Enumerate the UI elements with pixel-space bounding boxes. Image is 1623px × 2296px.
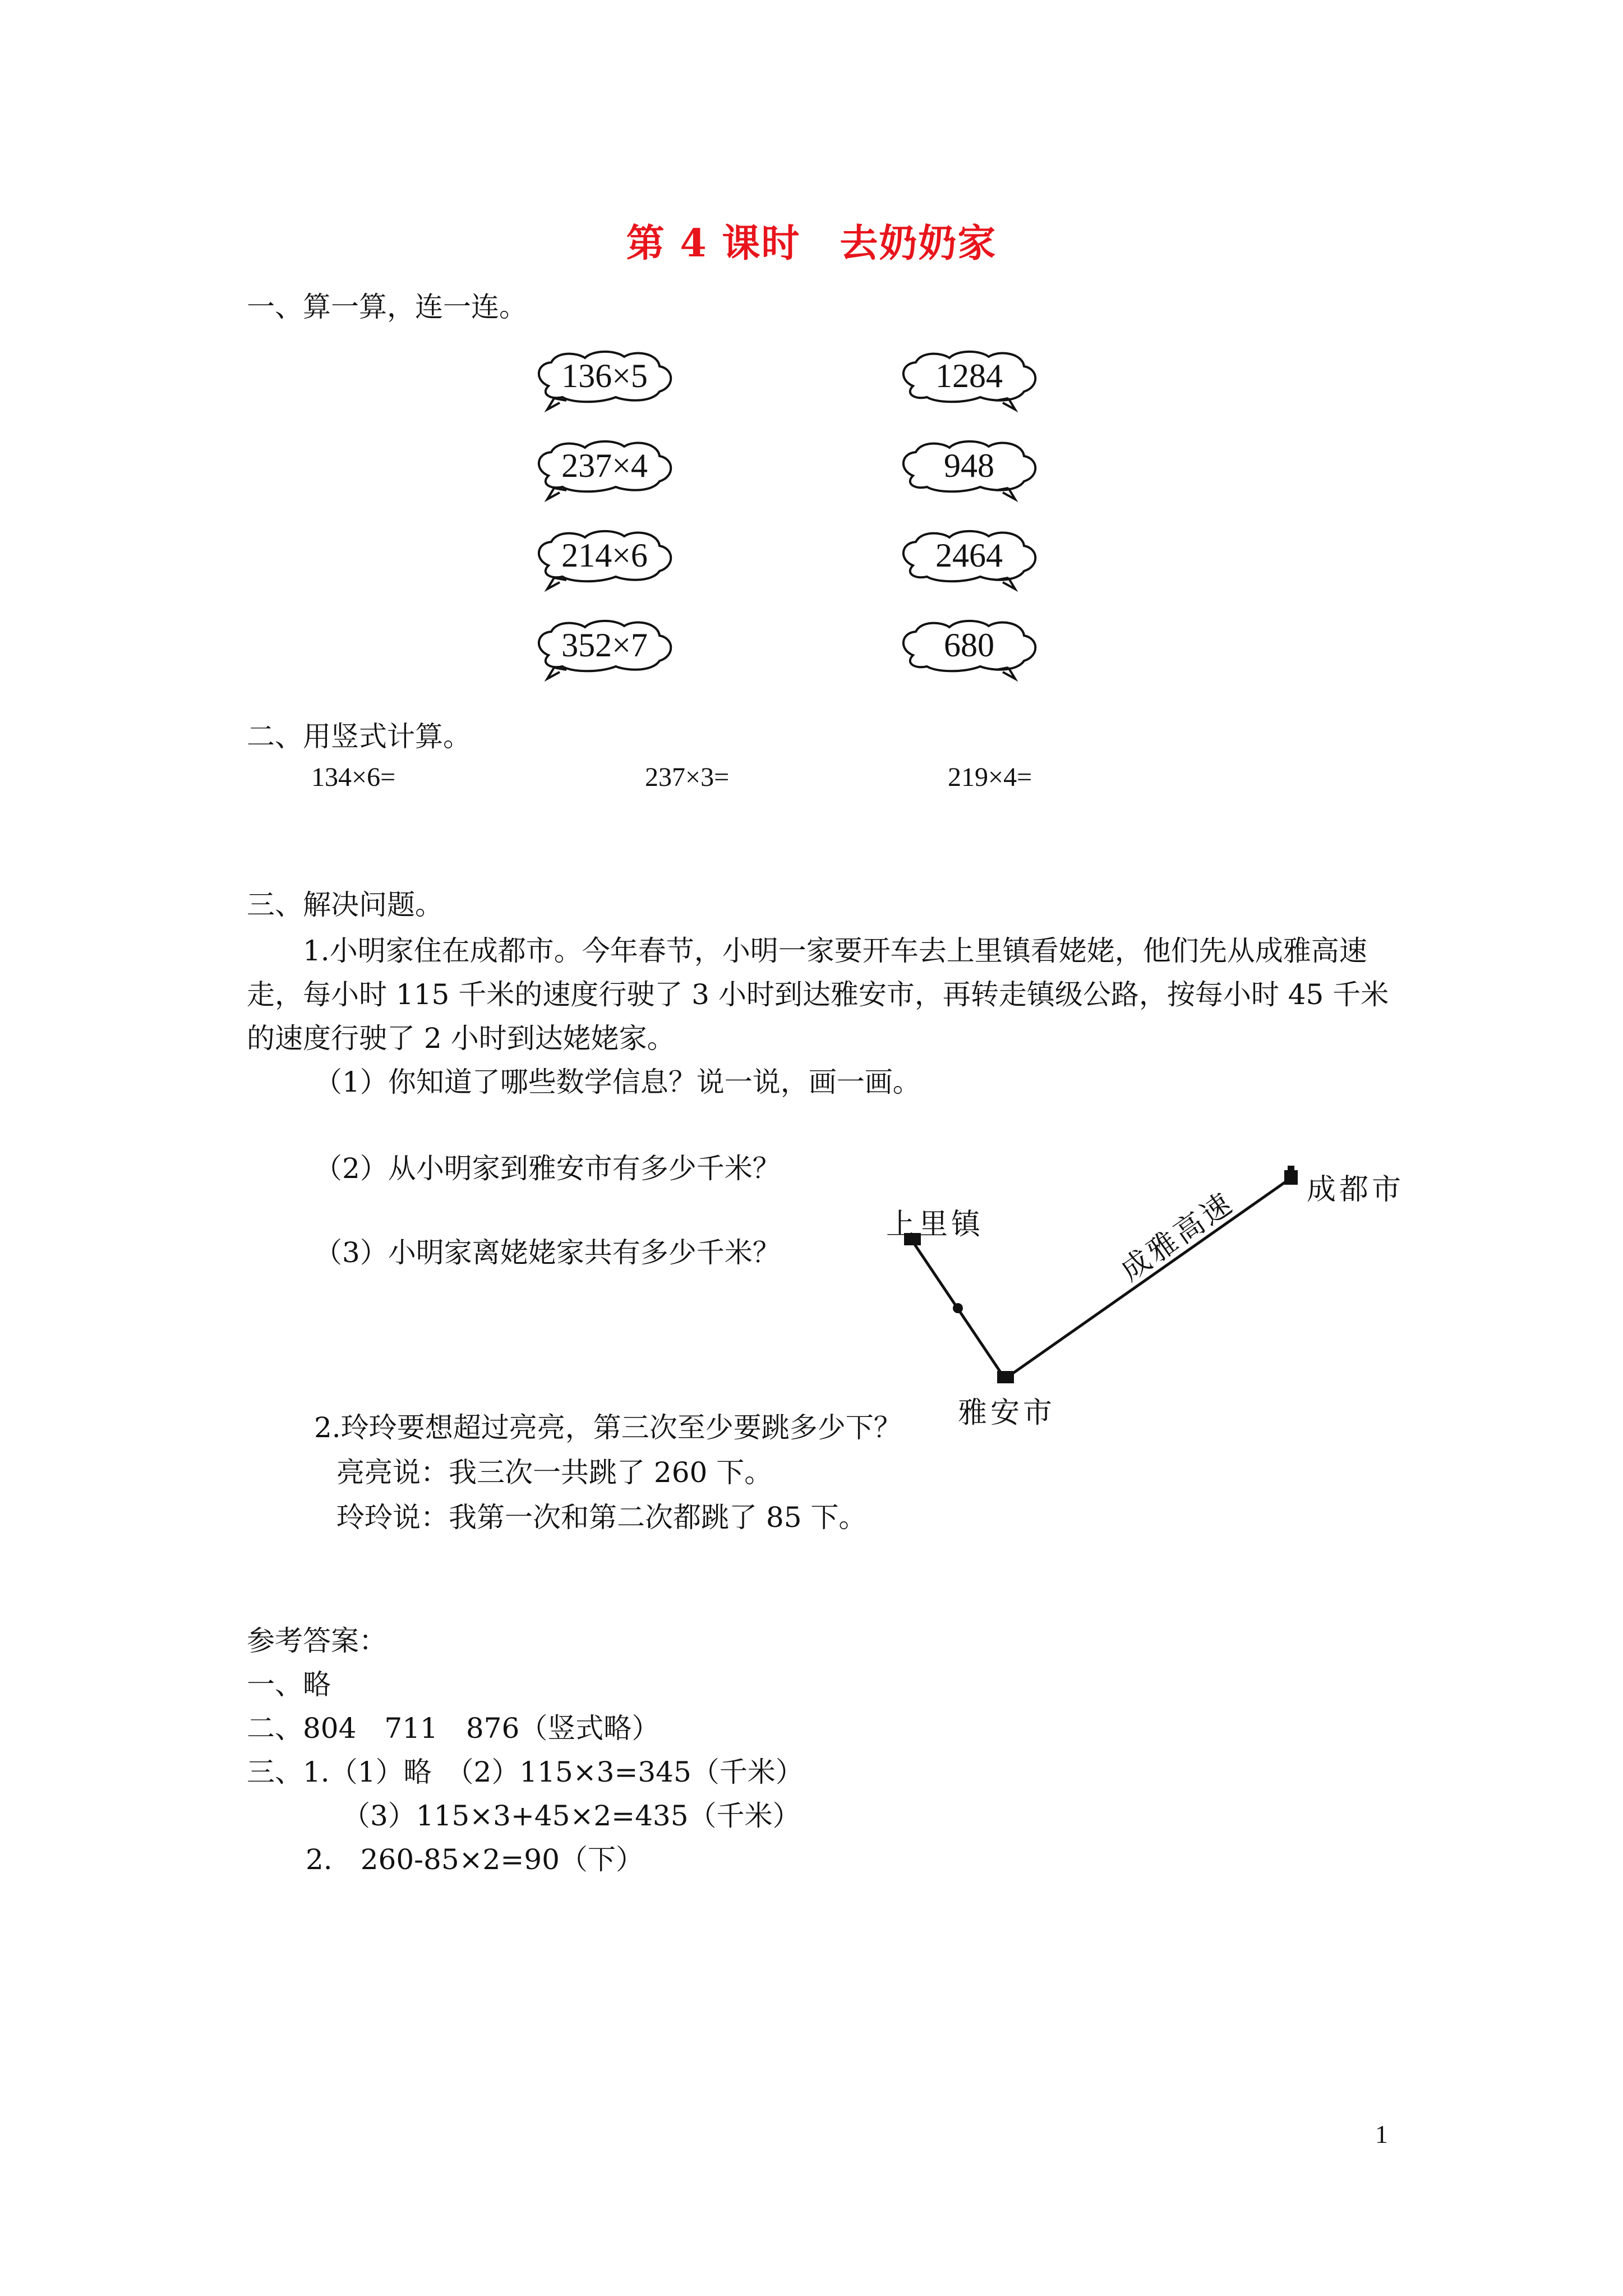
route-midpoint-dot (953, 1303, 963, 1313)
section2-heading: 二、用竖式计算。 (247, 720, 471, 753)
problem-3: 219×4= (948, 762, 1032, 792)
label-yaan-city: 雅安市 (958, 1396, 1056, 1430)
answer-1: 一、略 (247, 1668, 331, 1701)
cloud-left-4-label: 352×7 (561, 627, 648, 664)
cloud-left-2-label: 237×4 (561, 447, 648, 484)
question-2: （2）从小明家到雅安市有多少千米？ (314, 1152, 781, 1185)
cloud-right-1-label: 1284 (935, 357, 1003, 394)
problem2-liangliang: 亮亮说：我三次一共跳了 260 下。 (336, 1456, 773, 1489)
section1-heading: 一、算一算，连一连。 (247, 291, 527, 323)
cloud-right-4-label: 680 (944, 627, 994, 664)
answer-3-line2: （3）115×3+45×2=435（千米） (342, 1800, 801, 1832)
chengdu-marker-top (1288, 1166, 1294, 1172)
yaan-marker (997, 1371, 1014, 1383)
answer-3-line1: 三、1.（1）略 （2）115×3=345（千米） (247, 1756, 804, 1788)
problem1-text-line3: 的速度行驶了 2 小时到达姥姥家。 (247, 1022, 675, 1055)
question-3: （3）小明家离姥姥家共有多少千米？ (314, 1236, 781, 1269)
problem-2: 237×3= (645, 762, 730, 792)
page-number: 1 (1375, 2120, 1388, 2148)
label-chengdu-city: 成都市 (1307, 1173, 1405, 1207)
problem1-text-line2: 走，每小时 115 千米的速度行驶了 3 小时到达雅安市，再转走镇级公路，按每小时 45 千米 (247, 978, 1389, 1011)
label-highway: 成雅高速 (1114, 1185, 1241, 1288)
cloud-right-3-label: 2464 (935, 537, 1003, 574)
answer-3-line3: 2. 260-85×2=90（下） (306, 1843, 644, 1876)
cloud-right-2-label: 948 (944, 447, 994, 484)
label-shangli-town: 上里镇 (886, 1208, 984, 1241)
cloud-left-3-label: 214×6 (561, 537, 648, 574)
page-title: 第 4 课时 去奶奶家 (626, 221, 997, 266)
question-1: （1）你知道了哪些数学信息？说一说，画一画。 (314, 1066, 921, 1098)
cloud-left-1-label: 136×5 (561, 357, 648, 394)
problem2-question: 2.玲玲要想超过亮亮，第三次至少要跳多少下？ (314, 1411, 902, 1444)
section3-heading: 三、解决问题。 (247, 889, 443, 921)
answers-heading: 参考答案： (247, 1625, 387, 1657)
problem-1: 134×6= (311, 762, 396, 792)
answer-2: 二、804 711 876（竖式略） (247, 1712, 660, 1745)
problem1-text-line1: 1.小明家住在成都市。今年春节，小明一家要开车去上里镇看姥姥，他们先从成雅高速 (303, 935, 1367, 967)
problem2-lingling: 玲玲说：我第一次和第二次都跳了 85 下。 (336, 1501, 867, 1534)
